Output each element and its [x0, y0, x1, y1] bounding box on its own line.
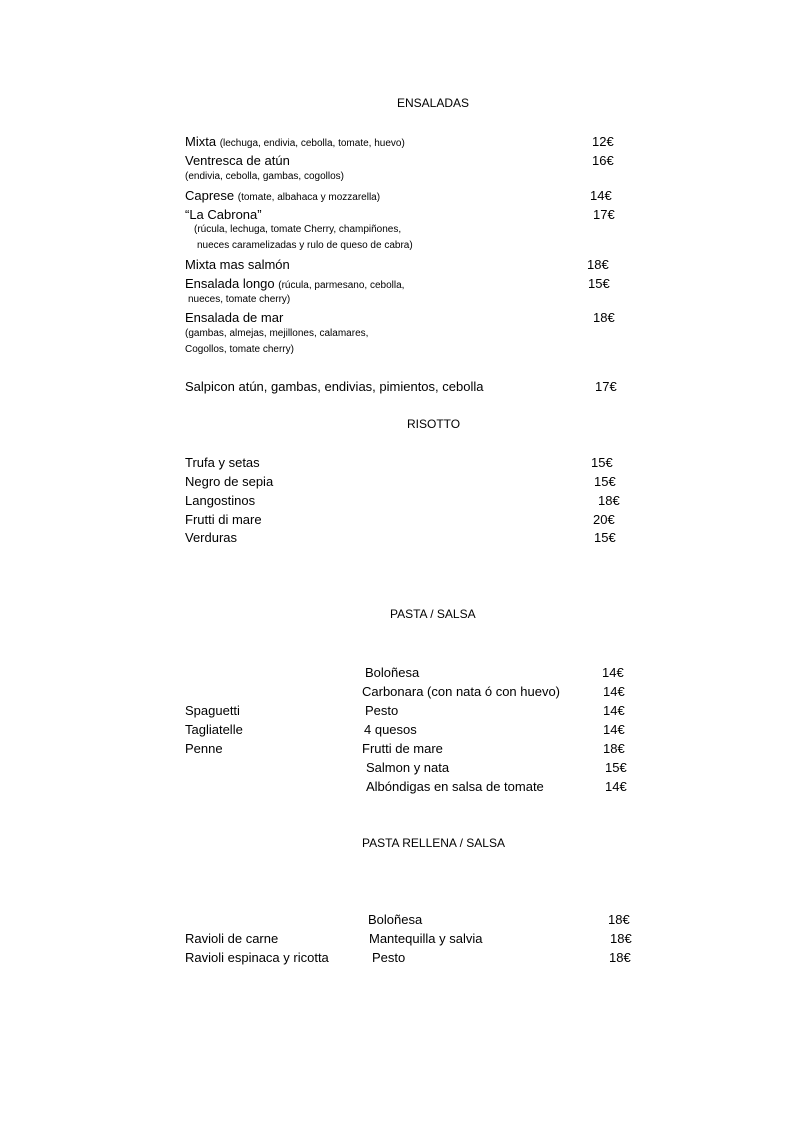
item-description: (rúcula, parmesano, cebolla, — [278, 280, 405, 291]
item-description: (rúcula, lechuga, tomate Cherry, champiñones, — [194, 224, 402, 235]
item-name: Langostinos — [185, 493, 256, 508]
item-name: Salpicon atún, gambas, endivias, pimientos, cebolla — [185, 379, 484, 394]
item-name: Frutti di mare — [185, 512, 262, 527]
section-heading-risotto: RISOTTO — [407, 417, 461, 431]
section-heading-pasta-rellena: PASTA RELLENA / SALSA — [362, 836, 505, 850]
item-description: (lechuga, endivia, cebolla, tomate, huevo) — [219, 138, 405, 149]
item-description: (gambas, almejas, mejillones, calamares, — [185, 328, 369, 339]
sauce-name: Pesto — [365, 703, 399, 718]
pasta-type: Penne — [185, 741, 223, 756]
item-name: Ventresca de atún — [185, 153, 290, 168]
item-description: (tomate, albahaca y mozzarella) — [237, 192, 381, 203]
pasta-type: Ravioli espinaca y ricotta — [185, 950, 329, 965]
item-description: (endivia, cebolla, gambas, cogollos) — [185, 171, 344, 182]
sauce-name: 4 quesos — [364, 722, 417, 737]
menu-item-mixta — [185, 135, 405, 149]
item-price: 18€ — [610, 931, 632, 946]
item-price: 18€ — [593, 310, 615, 325]
section-heading-ensaladas: ENSALADAS — [397, 96, 470, 110]
sauce-name: Mantequilla y salvia — [369, 931, 483, 946]
item-price: 15€ — [594, 474, 616, 489]
item-description: Cogollos, tomate cherry) — [185, 344, 294, 355]
item-price: 14€ — [603, 722, 625, 737]
item-price: 15€ — [588, 276, 610, 291]
item-price: 14€ — [590, 188, 612, 203]
item-name: Caprese — [185, 188, 235, 203]
item-price: 18€ — [598, 493, 620, 508]
sauce-name: Salmon y nata — [366, 760, 450, 775]
item-name: Trufa y setas — [185, 455, 260, 470]
item-price: 14€ — [603, 684, 625, 699]
sauce-name: Boloñesa — [365, 665, 420, 680]
pasta-type: Spaguetti — [185, 703, 240, 718]
item-price: 15€ — [605, 760, 627, 775]
item-name: Mixta mas salmón — [185, 257, 290, 272]
item-price: 17€ — [595, 379, 617, 394]
item-price: 16€ — [592, 153, 614, 168]
item-price: 15€ — [594, 530, 616, 545]
pasta-type: Ravioli de carne — [185, 931, 279, 946]
pasta-type: Tagliatelle — [185, 722, 243, 737]
sauce-name: Boloñesa — [368, 912, 423, 927]
item-price: 17€ — [593, 207, 615, 222]
section-heading-pasta: PASTA / SALSA — [390, 607, 476, 621]
sauce-name: Albóndigas en salsa de tomate — [366, 779, 544, 794]
item-price: 12€ — [592, 134, 614, 149]
item-name: Verduras — [185, 530, 238, 545]
item-name: “La Cabrona” — [185, 207, 262, 222]
item-price: 18€ — [587, 257, 609, 272]
item-description: nueces caramelizadas y rulo de queso de cabra) — [197, 240, 413, 251]
sauce-name: Pesto — [372, 950, 406, 965]
item-name: Negro de sepia — [185, 474, 274, 489]
item-price: 14€ — [605, 779, 627, 794]
item-name: Ensalada de mar — [185, 310, 284, 325]
item-price: 18€ — [609, 950, 631, 965]
menu-item-longo — [185, 277, 404, 291]
item-price: 18€ — [608, 912, 630, 927]
sauce-name: Frutti de mare — [362, 741, 443, 756]
item-price: 14€ — [603, 703, 625, 718]
item-name: Ensalada longo — [185, 276, 275, 291]
item-price: 14€ — [602, 665, 624, 680]
item-price: 20€ — [593, 512, 615, 527]
item-name: Mixta — [185, 134, 217, 149]
item-description: nueces, tomate cherry) — [188, 294, 291, 305]
item-price: 18€ — [603, 741, 625, 756]
menu-item-caprese — [185, 189, 380, 203]
item-price: 15€ — [591, 455, 613, 470]
sauce-name: Carbonara (con nata ó con huevo) — [362, 684, 561, 699]
